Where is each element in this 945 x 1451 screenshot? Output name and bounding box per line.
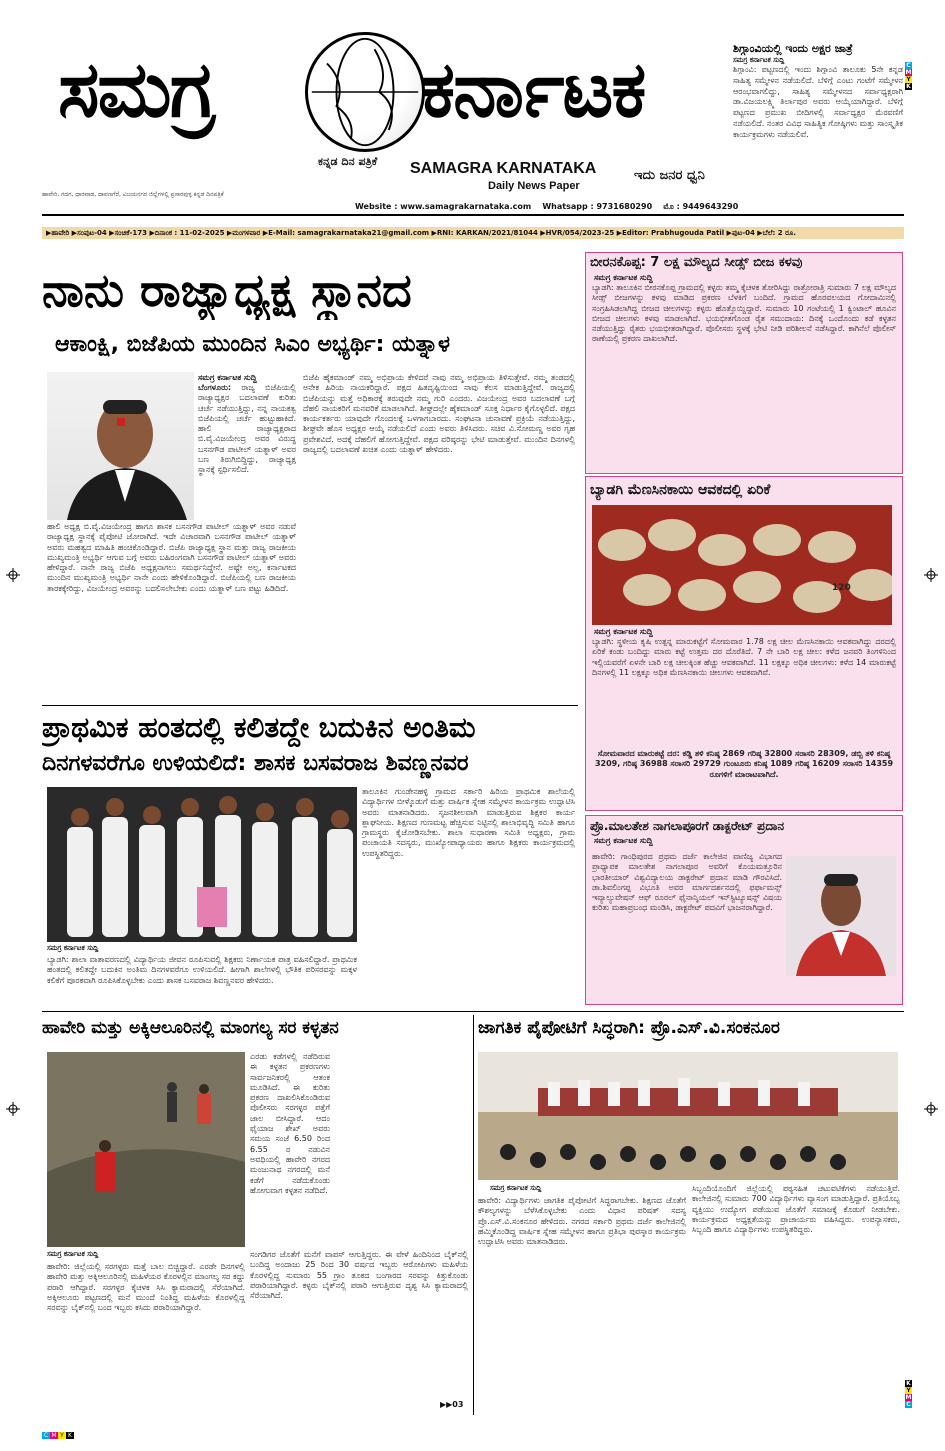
- registration-mark-icon: [924, 1102, 938, 1116]
- cmyk-c: C: [906, 62, 911, 69]
- doctorate-body: ಹಾವೇರಿ: ಗಾಂಧಿಪುರದ ಪ್ರಥಮ ದರ್ಜೆ ಕಾಲೇಜಿನ ವಾಣಿಜ್ಯ ವಿಭಾಗದ ಪ್ರಾಧ್ಯಾಪಕ ಮಾಲತೇಶ ನಾಗಲಾಪೂರ ಅವರಿಗೆ ಕೊಯಮತ್ತೂರಿನ ಭಾರತೀಯಾರ್ ವಿಶ್ವವಿದ್ಯಾಲಯ ಡಾಕ್ಟರೇಟ್ ಪ್ರದಾನ ಮಾಡಿ ಗೌರವಿಸಿದೆ. ಡಾ.ಶಿವಲಿಂಗಪ್ಪ ವಿಭೂತಿ ಅವರ ಮಾರ್ಗದರ್ಶನದಲ್ಲಿ ಫರ್ಫಾಮನ್ಸ್ ಇವ್ಯಾಲ್ಯುವೇಷನ್ ಆಫ್ ರೂರಲ್ ಫೈನಾನ್ಶಿಯಲ್ ಇನ್‌ಸ್ಟಿಟ್ಯೂಷನ್ಸ್ ವಿಷಯ ಕುರಿತು ಮಹಾಪ್ರಬಂಧ ಮಂಡಿಸಿ, ಡಾಕ್ಟರೇಟ್ ಪದವಿಗೆ ಭಾಜನರಾಗಿದ್ದಾರೆ.: [592, 852, 782, 913]
- chilli-box: [585, 476, 903, 811]
- lead-body-col2: ಬಿಜೆಪಿ ಹೈಕಮಾಂಡ್ ನಮ್ಮ ಅಭಿಪ್ರಾಯ ಕೇಳಿದರೆ ನಾವು ನಮ್ಮ ಅಭಿಪ್ರಾಯ ತಿಳಿಸುತ್ತೇವೆ. ನಮ್ಮ ತಂಡದಲ್ಲಿ ಅನೇಕ ಹಿರಿಯ ನಾಯಕರಿದ್ದಾರೆ. ಪಕ್ಷದ ಹಿತದೃಷ್ಟಿಯಿಂದ ನಾವು ಕೆಲಸ ಮಾಡುತ್ತಿದ್ದೇವೆ. ರಾಜ್ಯದಲ್ಲಿ ಬಿಜೆಪಿಯನ್ನು ಮತ್ತೆ ಅಧಿಕಾರಕ್ಕೆ ತರುವುದೇ ನಮ್ಮ ಗುರಿ ಎಂದರು. ವಿಜಯೇಂದ್ರ ಅವರ ಬದಲಾವಣೆ ಬಗ್ಗೆ ದೆಹಲಿ ನಾಯಕರಿಗೆ ಮನವರಿಕೆ ಮಾಡಲಾಗಿದೆ. ಶೀಘ್ರದಲ್ಲೇ ಹೈಕಮಾಂಡ್ ಸೂಕ್ತ ನಿರ್ಧಾರ ಕೈಗೊಳ್ಳಲಿದೆ. ಪಕ್ಷದ ಕಾರ್ಯಕರ್ತರು ಯಾವುದೇ ಗೊಂದಲಕ್ಕೆ ಒಳಗಾಗಬಾರದು. ಸಂಘಟನಾ ಚುನಾವಣೆ ಪ್ರಕ್ರಿಯೆ ನಡೆಯುತ್ತಿದ್ದು, ಶೀಘ್ರವೇ ಹೊಸ ಅಧ್ಯಕ್ಷರ ಆಯ್ಕೆ ನಡೆಯಲಿದೆ ಎಂದು ಅವರು ತಿಳಿಸಿದರು. ಸಚಿವ ವಿ.ಸೋಮಣ್ಣ ಅವರ ಗೃಹ ಪ್ರವೇಶವಿದೆ. ಅದಕ್ಕೆ ದೆಹಲಿಗೆ ಹೋಗುತ್ತಿದ್ದೇವೆ. ಪಕ್ಷದ ವರಿಷ್ಠರನ್ನು ಭೇಟಿ ಮಾಡುತ್ತೇವೆ. ಮುಂದಿನ ದಿನಗಳಲ್ಲಿ ರಾಜ್ಯದಲ್ಲಿ ಬದಲಾವಣೆ ಖಚಿತ ಎಂದು ಯತ್ನಾಳ್ ಹೇಳಿದರು.: [303, 373, 575, 455]
- masthead-title-right: ಕರ್ನಾಟಕ: [420, 45, 645, 135]
- second-body-below: ಬ್ಯಾಡಗಿ: ಶಾಲಾ ವಾತಾವರಣದಲ್ಲಿ ವಿದ್ಯಾರ್ಥಿಯ ಜೀವನ ರೂಪಿಸುವಲ್ಲಿ ಶಿಕ್ಷಕರು ನಿರ್ಣಾಯಕ ಪಾತ್ರ ವಹಿಸಲಿದ್ದಾರೆ. ಪ್ರಾಥಮಿಕ ಹಂತದಲ್ಲಿ ಕಲಿತದ್ದೇ ಬದುಕಿನ ಅಂತಿಮ ದಿನಗಳವರೆಗೂ ಉಳಿಯಲಿದೆ. ಹೀಗಾಗಿ ಶಾಲೆಗಳಲ್ಲಿ ಭೌತಿಕ ಪರಿಸರವನ್ನು ಮಕ್ಕಳ ಕಲಿಕೆಗೆ ಪೂರಕವಾಗಿ ರೂಪಿಸಿಕೊಳ್ಳಬೇಕು ಎಂದು ಶಾಸಕ ಬಸವರಾಜ ಶಿವಣ್ಣನವರ ಹೇಳಿದರು.: [47, 955, 357, 985]
- seeds-body: ಬ್ಯಾಡಗಿ: ತಾಲೂಕಿನ ಬೀರನಕೊಪ್ಪ ಗ್ರಾಮದಲ್ಲಿ ಕಳ್ಳರು ತಮ್ಮ ಕೈಚಳಕ ತೋರಿಸಿದ್ದು ರಾತ್ರೋರಾತ್ರಿ ಸುಮಾರು 7 ಲಕ್ಷ ಮೌಲ್ಯದ ಸೀಡ್ಸ್ ಬೀಜಗಳನ್ನು ಕಳವು ಮಾಡಿದ ಪ್ರಕರಣ ಬೆಳಕಿಗೆ ಬಂದಿದೆ. ಗ್ರಾಮದ ಹೊರವಲಯದ ಗೋದಾಮಿನಲ್ಲಿ ಸಂಗ್ರಹಿಸಿಡಲಾಗಿದ್ದ ಬೀಜದ ಚೀಲಗಳನ್ನು ಕಳ್ಳರು ಹೊತ್ತೊಯ್ದಿದ್ದಾರೆ. ಸುಮಾರು 10 ಗಂಟೆಯಲ್ಲಿ 1 ಕ್ವಿಂಟಾಲ್ ಹೂವಿನ ಬೀಜದ ಚೀಲಗಳು ಕಳವು ಮಾಡಲಾಗಿದೆ. ಭಯಭೀತಗೊಂಡ ರೈತ ಸಮುದಾಯ: ದಿನಕ್ಕೆ ಒಂದೊಂದು ಕಡೆ ಕಳ್ಳತನ ನಡೆಯುತ್ತಿದ್ದು ರೈತರು ಭಯಭೀತರಾಗಿದ್ದಾರೆ. ಪೊಲೀಸರು ಸ್ಥಳಕ್ಕೆ ಭೇಟಿ ನೀಡಿ ಪರಿಶೀಲನೆ ನಡೆಸಿದ್ದಾರೆ. ಕಾಗಿನೆಲೆ ಪೊಲೀಸ್ ಠಾಣೆಯಲ್ಲಿ ಪ್ರಕರಣ ದಾಖಲಾಗಿದೆ.: [592, 283, 896, 344]
- competition-body-col2: ಸಿಬ್ಬಂದಿಯೊಂದಿಗೆ ಜಿಲ್ಲೆಯಲ್ಲಿ ಪಠ್ಯಸಹಿತ ಚಟುವಟಿಕೆಗಳು ನಡೆಯುತ್ತಿವೆ. ಕಾಲೇಜಿನಲ್ಲಿ ಸುಮಾರು 700 ವಿದ್ಯಾರ್ಥಿಗಳು ವ್ಯಾಸಂಗ ಮಾಡುತ್ತಿದ್ದಾರೆ. ಪ್ರತಿಯೊಬ್ಬ ವ್ಯಕ್ತಿಯು ಉದ್ಯೋಗ ಪಡೆಯುವ ಜೊತೆಗೆ ಸಮಾಜಕ್ಕೆ ಕೊಡುಗೆ ನೀಡಬೇಕು. ಕಾರ್ಯಕ್ರಮದ ಅಧ್ಯಕ್ಷತೆಯನ್ನು ಪ್ರಾಚಾರ್ಯರು ವಹಿಸಿದ್ದರು. ಉಪನ್ಯಾಸಕರು, ಸಿಬ್ಬಂದಿ ಹಾಗೂ ವಿದ್ಯಾರ್ಥಿಗಳು ಉಪಸ್ಥಿತರಿದ್ದರು.: [692, 1184, 900, 1235]
- seeds-box: [585, 252, 903, 474]
- lead-divider: [42, 705, 578, 706]
- cmyk-mark-bottom-right: [905, 1380, 912, 1408]
- registration-mark-icon: [924, 568, 938, 582]
- lead-body-main: ಹಾಲಿ ಅಧ್ಯಕ್ಷ ಬಿ.ವೈ.ವಿಜಯೇಂದ್ರ ಹಾಗೂ ಶಾಸಕ ಬಸನಗೌಡ ಪಾಟೀಲ್ ಯತ್ನಾಳ್ ಅವರ ನಡುವೆ ರಾಜ್ಯಾಧ್ಯಕ್ಷ ಸ್ಥಾನಕ್ಕೆ ಪೈಪೋಟಿ ಜೋರಾಗಿದೆ. ಇದೇ ವಿಚಾರವಾಗಿ ಬಸನಗೌಡ ಪಾಟೀಲ್ ಯತ್ನಾಳ್ ಅವರು ಮಹತ್ವದ ಮಾಹಿತಿ ಹಂಚಿಕೊಂಡಿದ್ದಾರೆ. ಬಿಜೆಪಿ ರಾಜ್ಯಾಧ್ಯಕ್ಷ ಸ್ಥಾನ ಮತ್ತು ರಾಜ್ಯ ರಾಜಕೀಯ ಮುಖ್ಯಮಂತ್ರಿ ಅಭ್ಯರ್ಥಿ ಆಗುವ ಬಗ್ಗೆ ಅವರು ಬಹಿರಂಗವಾಗಿ ಬಸನಗೌಡ ಪಾಟೀಲ್ ಯತ್ನಾಳ್ ಅವರು ಹೇಳಿದ್ದಾರೆ. ನಾನೇ ರಾಜ್ಯ ಬಿಜೆಪಿ ಅಧ್ಯಕ್ಷನಾಗಲು ಸಮರ್ಥನಿದ್ದೇನೆ. ಅಷ್ಟೇ ಅಲ್ಲ, ಕರ್ನಾಟಕದ ಮುಂದಿನ ಮುಖ್ಯಮಂತ್ರಿ ಅಭ್ಯರ್ಥಿ ನಾನೇ ಎಂದು ಹೇಳಿಕೊಂಡಿದ್ದಾರೆ. ಬಿಜೆಪಿಯಲ್ಲಿ ಬಣ ರಾಜಕೀಯ ತಾರಕಕ್ಕೇರಿದ್ದು, ವಿಜಯೇಂದ್ರ ಅವರನ್ನು ಬದಲಿಸಲೇಬೇಕು ಎಂದು ಯತ್ನಾಳ್ ಬಣ ಪಟ್ಟು ಹಿಡಿದಿದೆ.: [47, 522, 296, 593]
- masthead-tag-en: Daily News Paper: [488, 180, 580, 192]
- lead-byline: ಸಮಗ್ರ ಕರ್ನಾಟಕ ಸುದ್ದಿ: [198, 373, 257, 382]
- competition-body-col1: ಹಾವೇರಿ: ವಿದ್ಯಾರ್ಥಿಗಳು ಜಾಗತಿಕ ಪೈಪೋಟಿಗೆ ಸಿದ್ಧರಾಗಬೇಕು. ಶಿಕ್ಷಣದ ಜೊತೆಗೆ ಕೌಶಲ್ಯಗಳನ್ನು ಬೆಳೆಸಿಕೊಳ್ಳಬೇಕು ಎಂದು ವಿಧಾನ ಪರಿಷತ್ ಸದಸ್ಯ ಪ್ರೊ.ಎಸ್.ವಿ.ಸಂಕನೂರ ಹೇಳಿದರು. ನಗರದ ಸರ್ಕಾರಿ ಪ್ರಥಮ ದರ್ಜೆ ಕಾಲೇಜಿನಲ್ಲಿ ಹಮ್ಮಿಕೊಂಡಿದ್ದ ವಾರ್ಷಿಕ ಸ್ನೇಹ ಸಮ್ಮೇಳನ ಹಾಗೂ ಪ್ರತಿಭಾ ಪುರಸ್ಕಾರ ಕಾರ್ಯಕ್ರಮ ಉದ್ಘಾಟಿಸಿ ಅವರು ಮಾತನಾಡಿದರು.: [478, 1196, 686, 1247]
- second-subhead: ದಿನಗಳವರೆಗೂ ಉಳಿಯಲಿದೆ: ಶಾಸಕ ಬಸವರಾಜ ಶಿವಣ್ಣನವರ: [42, 751, 469, 776]
- cmyk-mark-bottom-left: [42, 1432, 74, 1439]
- second-photo-byline: ಸಮಗ್ರ ಕರ್ನಾಟಕ ಸುದ್ದಿ: [47, 944, 99, 952]
- district-strip: ಹಾವೇರಿ, ಗದಗ, ಧಾರವಾಡ, ದಾವಣಗೆರೆ, ವಿಜಯನಗರ ಜಿಲ್ಲೆಗಳಲ್ಲಿ ಪ್ರಸಾರವುಳ್ಳ ಕನ್ನಡ ದಿನಪತ್ರಿಕೆ: [42, 191, 224, 198]
- registration-mark-icon: [6, 1102, 20, 1116]
- mobile-text: ಮೊ : 9449643290: [663, 202, 739, 211]
- competition-photo: [478, 1052, 898, 1180]
- lead-headline: ನಾನು ರಾಜ್ಯಾಧ್ಯಕ್ಷ ಸ್ಥಾನದ: [42, 263, 412, 317]
- cmyk-k2: K: [906, 1380, 911, 1387]
- cmyk-m: M: [905, 69, 912, 76]
- chilli-headline: ಬ್ಯಾಡಗಿ ಮೆಣಸಿನಕಾಯಿ ಆವಕದಲ್ಲಿ ಏರಿಕೆ: [590, 482, 771, 498]
- cmyk-m3: M: [51, 1432, 57, 1439]
- doctorate-byline: ಸಮಗ್ರ ಕರ್ನಾಟಕ ಸುದ್ದಿ: [594, 836, 653, 845]
- theft-headline: ಹಾವೇರಿ ಮತ್ತು ಅಕ್ಕಿಆಲೂರಿನಲ್ಲಿ ಮಾಂಗಲ್ಯ ಸರ ಕಳ್ಳತನ: [42, 1018, 339, 1038]
- doctorate-box: [585, 815, 903, 1005]
- top-right-story: [733, 42, 903, 205]
- chilli-body: ಬ್ಯಾಡಗಿ: ಸ್ಥಳೀಯ ಕೃಷಿ ಉತ್ಪನ್ನ ಮಾರುಕಟ್ಟೆಗೆ ಸೋಮವಾರ 1.78 ಲಕ್ಷ ಚೀಲ ಮೆಣಸಿನಕಾಯಿ ಆವಕವಾಗಿದ್ದು ದರದಲ್ಲಿ ಏರಿಕೆ ಕಂಡು ಬಂದಿದ್ದು ಮಾರು ಕಟ್ಟೆ ಉತ್ತಮ ದರ ದೊರೆತಿದೆ. 7 ನೇ ಬಾರಿ ಲಕ್ಷ ಚೀಲ: ಕಳೆದ ಜನವರಿ ತಿಂಗಳಿನಿಂದ ಇಲ್ಲಿಯವರೆಗೆ ಏಳನೇ ಬಾರಿ ಲಕ್ಷ ಚೀಲಕ್ಕಿಂತ ಹೆಚ್ಚು ಆವಕವಾಗಿದೆ. 11 ಲಕ್ಷಕ್ಕೂ ಅಧಿಕ ಚೀಲಗಳು: ಕಳೆದ 14 ಮಾರುಕಟ್ಟೆ ದಿನಗಳಲ್ಲಿ 11 ಲಕ್ಷಕ್ಕೂ ಅಧಿಕ ಮೆಣಸಿನಕಾಯಿ ಚೀಲಗಳು ಆವಕವಾಗಿವೆ.: [592, 637, 896, 677]
- column-divider: [473, 1015, 474, 1415]
- website-text: Website : www.samagrakarnataka.com: [355, 202, 532, 211]
- competition-headline: ಜಾಗತಿಕ ಪೈಪೋಟಿಗೆ ಸಿದ್ಧರಾಗಿ: ಪ್ರೊ.ಎಸ್.ವಿ.ಸಂಕನೂರ: [478, 1018, 780, 1038]
- doctorate-photo: [786, 856, 896, 976]
- cmyk-c2: C: [906, 1401, 911, 1408]
- cmyk-m2: M: [905, 1394, 912, 1401]
- registration-mark-icon: [6, 568, 20, 582]
- seeds-headline: ಬೀರನಕೊಪ್ಪ: 7 ಲಕ್ಷ ಮೌಲ್ಯದ ಸೀಡ್ಸ್ ಬೀಜ ಕಳವು: [590, 255, 803, 270]
- masthead-slogan: ಇದು ಜನರ ಧ್ವನಿ: [634, 168, 705, 183]
- theft-body-col2: ಸಂಗಡಿಗರ ಜೊತೆಗೆ ಮನೆಗೆ ವಾಪಸ್ ಆಗುತ್ತಿದ್ದರು. ಈ ವೇಳೆ ಹಿಂದಿನಿಂದ ಬೈಕ್‌ನಲ್ಲಿ ಬಂದಿದ್ದ ಅಂದಾಜು 25 ರಿಂದ 30 ವರ್ಷದ ಇಬ್ಬರು ಆರೋಪಿಗಳು ಮಹಿಳೆಯ ಕೊರಳಲ್ಲಿದ್ದ ಸುಮಾರು 55 ಗ್ರಾಂ ತೂಕದ ಬಂಗಾರದ ಸರವನ್ನು ಕಿತ್ತುಕೊಂಡು ಪರಾರಿಯಾಗಿದ್ದಾರೆ. ಕಳ್ಳರು ಬೈಕ್‌ನಲ್ಲಿ ಪರಾರಿ ಆಗುತ್ತಿರುವ ದೃಶ್ಯ ಸಿಸಿ ಕ್ಯಾಮರಾದಲ್ಲಿ ಸೆರೆಯಾಗಿದೆ.: [250, 1250, 468, 1301]
- top-right-body: ಶಿಗ್ಗಾಂವಿ: ಪಟ್ಟಣದಲ್ಲಿ ಇಂದು ಶಿಗ್ಗಾಂವಿ ತಾಲೂಕು 5ನೇ ಕನ್ನಡ ಸಾಹಿತ್ಯ ಸಮ್ಮೇಳನ ನಡೆಯಲಿದೆ. ಬೆಳಿಗ್ಗೆ ಎಂಟು ಗಂಟೆಗೆ ಸಮ್ಮೇಳನ ಆರಂಭವಾಗಲಿದ್ದು, ಸಾಹಿತ್ಯ ಸಮ್ಮೇಳನದ ಸರ್ವಾಧ್ಯಕ್ಷರಾಗಿ ಡಾ.ವಿಜಯಲಕ್ಷ್ಮಿ ತಿರ್ಲಾಪುರ ಅವರು ಆಯ್ಕೆಯಾಗಿದ್ದಾರೆ. ಬೆಳಿಗ್ಗೆ ಪಟ್ಟಣದ ಪ್ರಮುಖ ಬೀದಿಗಳಲ್ಲಿ ಸರ್ವಾಧ್ಯಕ್ಷರ ಮೆರವಣಿಗೆ ನಡೆಯಲಿದೆ. ನಂತರ ವಿವಿಧ ಸಾಹಿತ್ಯಿಕ ಗೋಷ್ಠಿಗಳು ಮತ್ತು ಸಾಂಸ್ಕೃತಿಕ ಕಾರ್ಯಕ್ರಮಗಳು ನಡೆಯಲಿವೆ.: [733, 65, 903, 139]
- second-photo: [47, 787, 357, 942]
- competition-byline: ಸಮಗ್ರ ಕರ್ನಾಟಕ ಸುದ್ದಿ: [490, 1184, 542, 1192]
- second-headline: ಪ್ರಾಥಮಿಕ ಹಂತದಲ್ಲಿ ಕಲಿತದ್ದೇ ಬದುಕಿನ ಅಂತಿಮ: [42, 711, 476, 744]
- lower-divider: [42, 1011, 904, 1012]
- theft-byline: ಸಮಗ್ರ ಕರ್ನಾಟಕ ಸುದ್ದಿ: [47, 1250, 99, 1258]
- masthead-subtitle: ಕನ್ನಡ ದಿನ ಪತ್ರಿಕೆ: [318, 155, 378, 168]
- cmyk-k3: K: [66, 1432, 74, 1439]
- theft-cctv-photo: [47, 1052, 245, 1247]
- chilli-photo: [592, 505, 892, 625]
- seeds-byline: ಸಮಗ್ರ ಕರ್ನಾಟಕ ಸುದ್ದಿ: [594, 273, 653, 282]
- lead-dateline: ಬೆಂಗಳೂರು:: [198, 383, 232, 392]
- theft-body-side: ಎರಡು ಕಡೆಗಳಲ್ಲಿ ನಡೆದಿರುವ ಈ ಕಳ್ಳತನ ಪ್ರಕರಣಗಳು ಸಾರ್ವಜನಿಕರಲ್ಲಿ ಆತಂಕ ಮೂಡಿಸಿದೆ. ಈ ಕುರಿತು ಪ್ರಕರಣ ದಾಖಲಿಸಿಕೊಂಡಿರುವ ಪೊಲೀಸರು ಸರಗಳ್ಳರ ಪತ್ತೆಗೆ ಜಾಲ ಬೀಸಿದ್ದಾರೆ. ಆದಂ ಫೈಯಾಜ ಶೇಖ್ ಅವರು ಸಮಯ ಸಂಜೆ 6.50 ರಿಂದ 6.55 ರ ನಡುವಿನ ಅವಧಿಯಲ್ಲಿ ಹಾವೇರಿ ನಗರದ ಮಂಜುನಾಥ ನಗರದಲ್ಲಿ ಮನೆ ಕಡೆಗೆ ನಡೆದುಕೊಂಡು ಹೋಗುವಾಗ ಕಳ್ಳತನ ನಡೆದಿದೆ.: [250, 1052, 330, 1195]
- chilli-byline: ಸಮಗ್ರ ಕರ್ನಾಟಕ ಸುದ್ದಿ: [594, 627, 653, 636]
- chilli-prices: ಸೋಮವಾರದ ಮಾರುಕಟ್ಟೆ ದರ: ಕಡ್ಡಿ ತಳಿ ಕನಿಷ್ಠ 2869 ಗರಿಷ್ಠ 32800 ಸರಾಸರಿ 28309, ಡಬ್ಬಿ ತಳಿ ಕನಿಷ್ಠ 3209, ಗರಿಷ್ಠ 36988 ಸರಾಸರಿ 29729 ಗುಂಟೂರು ಕನಿಷ್ಠ 1089 ಗರಿಷ್ಠ 16209 ಸರಾಸರಿ 14359 ರೂಗಳಿಗೆ ಮಾರಾಟವಾಗಿದೆ.: [594, 749, 894, 779]
- cmyk-c3: C: [43, 1432, 49, 1439]
- lead-body-side: ರಾಜ್ಯ ಬಿಜೆಪಿಯಲ್ಲಿ ರಾಜ್ಯಾಧ್ಯಕ್ಷರ ಬದಲಾವಣೆ ಕುರಿತು ಚರ್ಚೆ ನಡೆಯುತ್ತಿದ್ದು, ನನ್ನ ನಾಯಕತ್ವ ಬಿಜೆಪಿಯಲ್ಲಿ ಚರ್ಚೆ ಹುಟ್ಟುಹಾಕಿದೆ. ಹಾಲಿ ರಾಜ್ಯಾಧ್ಯಕ್ಷರಾದ ಬಿ.ವೈ.ವಿಜಯೇಂದ್ರ ಅವರ ವಿರುದ್ಧ ಬಸನಗೌಡ ಪಾಟೀಲ್ ಯತ್ನಾಳ್ ಅವರ ಬಣ ತಿರುಗಿಬಿದ್ದಿದ್ದು, ರಾಜ್ಯಾಧ್ಯಕ್ಷ ಸ್ಥಾನಕ್ಕೆ ಸ್ಪರ್ಧಿಸಲಿದೆ.: [198, 383, 296, 475]
- cmyk-y3: Y: [58, 1432, 66, 1439]
- second-body-right: ತಾಲೂಕಿನ ಗುಂಡೇನಹಳ್ಳಿ ಗ್ರಾಮದ ಸರ್ಕಾರಿ ಹಿರಿಯ ಪ್ರಾಥಮಿಕ ಶಾಲೆಯಲ್ಲಿ ವಿದ್ಯಾರ್ಥಿಗಳ ಬೀಳ್ಕೊಡುಗೆ ಮತ್ತು ವಾರ್ಷಿಕ ಸ್ನೇಹ ಸಮ್ಮೇಳನ ಕಾರ್ಯಕ್ರಮ ಉದ್ಘಾಟಿಸಿ ಅವರು ಮಾತನಾಡಿದರು. ಸೃಜನಶೀಲವಾಗಿ ಮಾಡುತ್ತಿರುವ ಶಿಕ್ಷಕರ ಕಾರ್ಯ ಶ್ಲಾಘನೀಯ. ಶಿಕ್ಷಣದ ಗುಣಮಟ್ಟ ಹೆಚ್ಚಿಸುವ ನಿಟ್ಟಿನಲ್ಲಿ ಶಾಲಾಭಿವೃದ್ಧಿ ಸಮಿತಿ ಹಾಗೂ ಗ್ರಾಮಸ್ಥರು ಕೈಜೋಡಿಸಬೇಕು. ಶಾಲಾ ಸುಧಾರಣಾ ಸಮಿತಿ ಅಧ್ಯಕ್ಷರು, ಗ್ರಾಮ ಪಂಚಾಯತಿ ಸದಸ್ಯರು, ಮುಖ್ಯೋಪಾಧ್ಯಾಯರು ಹಾಗೂ ಶಿಕ್ಷಕರು ಕಾರ್ಯಕ್ರಮದಲ್ಲಿ ಉಪಸ್ಥಿತರಿದ್ದರು.: [362, 787, 575, 858]
- globe-logo-icon: [305, 32, 425, 152]
- cmyk-y2: Y: [906, 1387, 911, 1394]
- top-right-headline: ಶಿಗ್ಗಾಂವಿಯಲ್ಲಿ ಇಂದು ಅಕ್ಷರ ಜಾತ್ರೆ: [733, 42, 853, 55]
- lead-subhead: ಆಕಾಂಕ್ಷಿ, ಬಿಜೆಪಿಯ ಮುಂದಿನ ಸಿಎಂ ಅಭ್ಯರ್ಥಿ: ಯತ್ನಾಳ: [55, 332, 450, 357]
- issue-info-bar: ▶ಹಾವೇರಿ ▶ಸಂಪುಟ-04 ▶ಸಂಚಿಕೆ-173 ▶ದಿನಾಂಕ : 11-02-2025 ▶ಮಂಗಳವಾರ ▶E-Mail: samagrakarnataka21@gmail.com ▶RNI: KARKAN/2021/81044 ▶HVR/054/2023-25 ▶Editor: Prabhugouda Patil ▶ಪುಟ-04 ▶ಬೆಲೆ: 2 ರೂ.: [42, 227, 904, 239]
- doctorate-headline: ಪ್ರೊ.ಮಾಲತೇಶ ನಾಗಲಾಪೂರಗೆ ಡಾಕ್ಟರೇಟ್ ಪ್ರದಾನ: [590, 819, 785, 833]
- whatsapp-text: Whatsapp : 9731680290: [542, 202, 653, 211]
- cmyk-mark-top: [905, 62, 912, 90]
- chilli-bag-label: 120: [832, 583, 851, 593]
- cmyk-k: K: [906, 83, 911, 90]
- masthead-title-left: ಸಮಗ್ರ: [58, 45, 214, 135]
- masthead-name-en: SAMAGRA KARNATAKA: [410, 160, 597, 177]
- theft-continued: ▶▶03: [440, 1400, 464, 1409]
- masthead-rule: [42, 214, 904, 216]
- lead-intro: [198, 373, 296, 523]
- cmyk-y: Y: [906, 76, 911, 83]
- contact-line: [355, 202, 738, 212]
- theft-body-main: ಹಾವೇರಿ: ಜಿಲ್ಲೆಯಲ್ಲಿ ಸರಗಳ್ಳರು ಮತ್ತೆ ಬಾಲ ಬಿಚ್ಚಿದ್ದಾರೆ. ಎರಡೇ ದಿನಗಳಲ್ಲಿ ಹಾವೇರಿ ಮತ್ತು ಅಕ್ಕಿಆಲೂರಿನಲ್ಲಿ ಮಹಿಳೆಯರ ಕೊರಳಲ್ಲಿನ ಮಾಂಗಲ್ಯ ಸರ ಕದ್ದು ಪರಾರಿ ಆಗಿದ್ದಾರೆ. ಸರಗಳ್ಳರ ಕೈಚಳಕ ಸಿಸಿ ಕ್ಯಾಮರಾದಲ್ಲಿ ಸೆರೆಯಾಗಿದೆ. ಅಕ್ಕಿಆಲೂರು ಪಟ್ಟಣದಲ್ಲಿ ಮನೆ ಮುಂದೆ ನಿಂತಿದ್ದ ಮಹಿಳೆಯ ಕೊರಳಲ್ಲಿದ್ದ ಸರವನ್ನು ಬೈಕ್‌ನಲ್ಲಿ ಬಂದ ಇಬ್ಬರು ಕಸಿದು ಪರಾರಿಯಾಗಿದ್ದಾರೆ.: [47, 1262, 245, 1313]
- top-right-byline: ಸಮಗ್ರ ಕರ್ನಾಟಕ ಸುದ್ದಿ: [733, 56, 785, 64]
- lead-photo: [47, 372, 194, 520]
